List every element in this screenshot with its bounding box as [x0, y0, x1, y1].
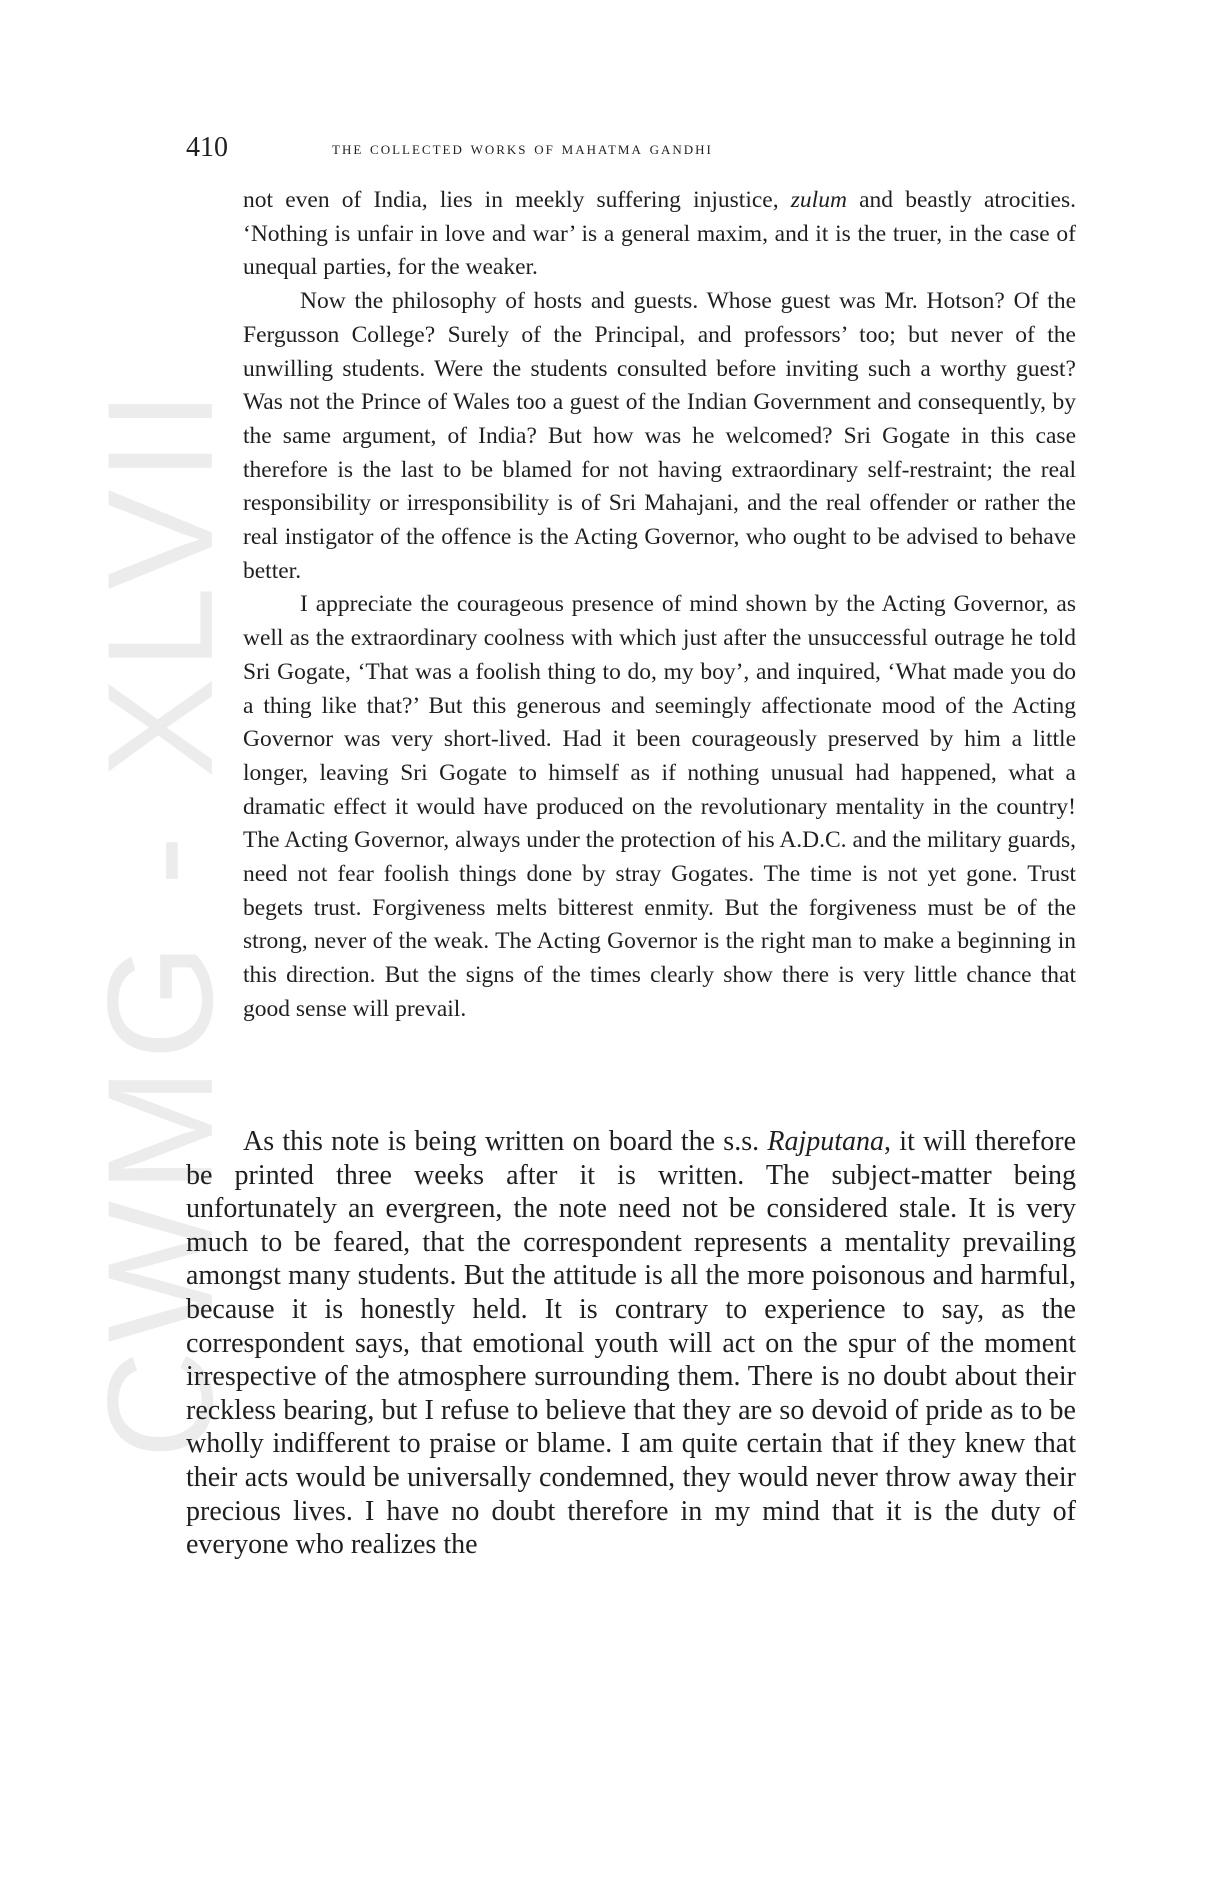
- watermark-text: CWMG - XLVII: [75, 381, 244, 1459]
- ship-name: Rajputana: [767, 1126, 885, 1157]
- quoted-paragraph-3: I appreciate the courageous presence of mind shown by the Acting Governor, as well as the extraordinary coolness with which just after the unsuccessful outrage he told Sri Gogate, ‘That was a foolish thing to do, my boy’, and inquired, ‘What made you do a thing like that?’ But this generous and seemingly affectionate mood of the Acting Governor was very short-lived. Had it been courageously preserved by him a little longer, leaving Sri Gogate to himself as if nothing unusual had happened, what a dramatic effect it would have produced on the revolutionary mentality in the country! The Acting Governor, always under the protection of his A.D.C. and the military guards, need not fear foolish things done by stray Gogates. The time is not yet gone. Trust begets trust. Forgiveness melts bitterest enmity. But the forgiveness must be of the strong, never of the weak. The Acting Governor is the right man to make a beginning in this direction. But the signs of the times clearly show there is very little chance that good sense will prevail.: [243, 591, 1076, 1022]
- main-text: [186, 1125, 1076, 1562]
- quoted-paragraph-1-italic: zulum: [790, 187, 847, 213]
- quoted-letter: [243, 184, 1076, 1027]
- page-header: [186, 132, 1079, 172]
- quoted-paragraph-2: Now the philosophy of hosts and guests. Whose guest was Mr. Hotson? Of the Fergusson College? Surely of the Principal, and professors’ too; but never of the unwilling students. Were the students consulted before inviting such a worthy guest? Was not the Prince of Wales too a guest of the Indian Government and consequently, by the same argument, of India? But how was he welcomed? Sri Gogate in this case therefore is the last to be blamed for not having extraordinary self-restraint; the real responsibility or irresponsibility is of Sri Mahajani, and the real offender or rather the real instigator of the offence is the Acting Governor, who ought to be advised to behave better.: [243, 288, 1076, 584]
- quoted-paragraph-1: [243, 184, 1076, 285]
- page-number: 410: [186, 132, 228, 163]
- quoted-paragraph-1-text-c: and beastly atrocities. ‘Nothing is unfair in love and war’ is a general maxim, and it is the truer, in the case of unequal parties, for the weaker.: [243, 187, 1076, 281]
- running-head: the collected works of mahatma gandhi: [332, 138, 713, 159]
- main-paragraph-text-a: As this note is being written on board the s.s.: [243, 1126, 768, 1157]
- main-paragraph-text-c: , it will therefore be printed three weeks after it is written. The subject-matter being unfortunately an evergreen, the note need not be considered stale. It is very much to be feared, that the correspondent represents a mentality prevailing amongst many students. But the attitude is all the more poisonous and harmful, because it is honestly held. It is contrary to experience to say, as the correspondent says, that emotional youth will act on the spur of the moment irrespective of the atmosphere surrounding them. There is no doubt about their reckless bearing, but I refuse to believe that they are so devoid of pride as to be wholly indifferent to praise or blame. I am quite certain that if they knew that their acts would be universally condemned, they would never throw away their precious lives. I have no doubt therefore in my mind that it is the duty of everyone who realizes the: [186, 1126, 1076, 1561]
- main-paragraph: [186, 1125, 1076, 1562]
- quoted-paragraph-1-text-a: not even of India, lies in meekly suffering injustice,: [243, 187, 791, 213]
